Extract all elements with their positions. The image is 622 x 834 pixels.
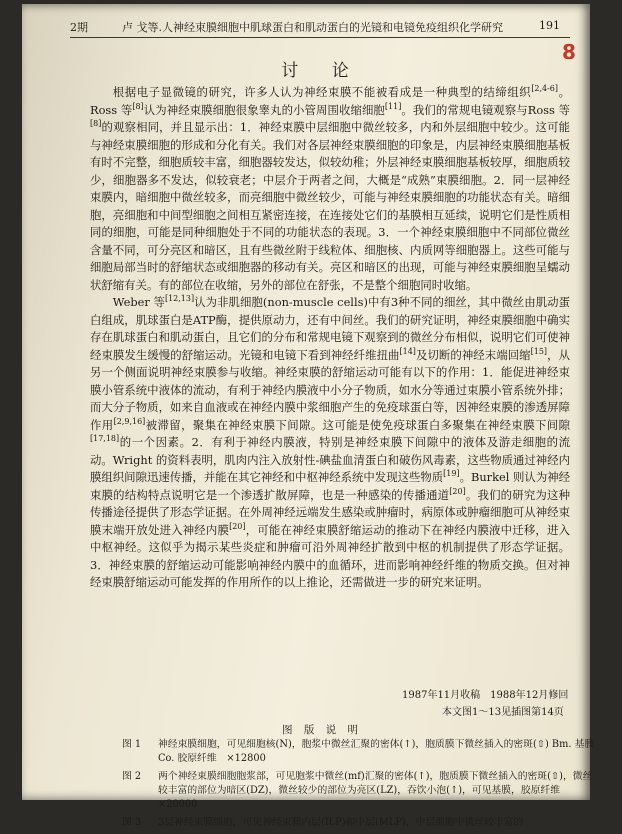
- journal-page: [22, 4, 605, 828]
- legend-item: [122, 816, 602, 830]
- text-run: 认为神经束膜细胞很象睾丸的小管周围收缩细胞: [143, 102, 385, 117]
- legend-item: [122, 770, 602, 812]
- legend-title: 图 版 说 明: [281, 724, 362, 736]
- text-run: ，可能在神经束膜舒缩运动的推动下在神经内膜液中迁移，进入中枢神经。这似乎为揭示某些炎症和肿瘤可沿外周神经扩散到中枢的机制提供了形态学证据。3．神经束膜的舒缩运动可能影响神经内膜中的血循环，进而影响神经纤维的物质交换。但对神经束膜舒缩运动可能发挥的作用所作的以上推论，还需做进一步的研究来证明。: [90, 522, 570, 589]
- text-run: 。Ross 等: [90, 85, 570, 117]
- legend-label: 图 3: [122, 817, 142, 828]
- text-run: 。Burkel 则认为神经束膜的结构特点说明它是一个渗透扩散屏障，也是一种感染的传播通道: [90, 470, 570, 502]
- citation: [2,9,16]: [113, 416, 146, 426]
- text-run: ，从另一个侧面说明神经束膜参与收缩。神经束膜的舒缩运动可能有以下的作用：1．能促进神经束膜小管系统中液体的流动，有利于神经内膜液中小分子物质，如水分等通过束膜小管系统外排；而大分子物质，如来自血液或在神经内膜中浆细胞产生的免疫球蛋白等，因神经束膜的渗透屏障作用: [90, 347, 570, 432]
- citation: [20]: [229, 521, 246, 531]
- text-run: 的观察相同，并且显示出：1．神经束膜中层细胞中微丝较多，内和外层细胞中较少。这可能与神经束膜细胞的形成和分化有关。我们对各层神经束膜细胞的印象是，内层神经束膜细胞基板有时不完整，细胞质较丰富，细胞器较发达，似较幼稚；外层神经束膜细胞基板较厚，细胞质较少，细胞器多不发达，似较衰老；中层介于两者之间，大概是“成熟”束膜细胞。2．同一层神经束膜内，暗细胞中微丝较多，而亮细胞中微丝较少，可能与神经束膜细胞的功能状态有关。暗细胞，亮细胞和中间型细胞之间相互紧密连接，在连接处它们的基膜相互延续，说明它们是性质相同的细胞，可能是同种细胞处于不同的功能状态的表现。3．一个神经束膜细胞中不同部位微丝含量不同，可分亮区和暗区，且有些微丝附于线粒体、细胞核、内质网等细胞器上。这些可能与细胞局部当时的舒缩状态或细胞器的移动有关。亮区和暗区的出现，可能与神经束膜细胞呈蠕动状舒缩有关。有的部位在收缩，另外的部位在舒张，不是整个细胞同时收缩。: [90, 120, 570, 292]
- citation: [14]: [399, 346, 416, 356]
- paragraph-2: [90, 294, 570, 592]
- text-run: 的一个因素。2．有利于神经内膜液，特别是神经束膜下间隙中的液体及游走细胞的流动。Wright 的资料表明，肌肉内注入放射性-碘盐血清蛋白和破伤风毒素，这些物质通过神经内膜组织间隙迅速传播，并能在其它神经和中枢神经系统中发现这些物质: [90, 435, 570, 484]
- text-run: 认为非肌细胞(non-muscle cells)中有3种不同的细丝，其中微丝由肌动蛋白组成，肌球蛋白是ATP酶，提供原动力，还有中间丝。我们的研究证明，神经束膜细胞中确实存在肌球蛋白和肌动蛋白，且它们的分布和常规电镜下观察到的微丝分布相似，说明它们可使神经束膜发生缓慢的舒缩运动。光镜和电镜下看到神经纤维扭曲: [90, 295, 570, 362]
- citation: [17,18]: [90, 434, 120, 444]
- citation: [11]: [384, 101, 402, 111]
- text-run: Weber 等: [112, 295, 165, 309]
- legend-label: 图 1: [122, 739, 142, 750]
- text-run: 被滞留，聚集在神经束膜下间隙。这可能是使免疫球蛋白多聚集在神经束膜下间隙: [145, 417, 570, 432]
- citation: [19]: [443, 469, 460, 479]
- citation: [8]: [90, 119, 102, 129]
- text-run: 。我们的研究为这种传播途径提供了形态学证据。在外周神经远端发生感染或肿瘤时，病原体或肿瘤细胞可从神经束膜末端开放处进入神经内膜: [90, 487, 570, 537]
- legend-text: 神经束膜细胞，可见细胞核(N)，胞浆中微丝汇聚的密体(↑)，胞质膜下微丝插入的密斑(⇧) Bm. 基膜 Co. 胶原纤维 ×12800: [158, 739, 605, 764]
- header-rule: [70, 37, 570, 38]
- citation: [8]: [132, 101, 144, 111]
- discussion-body: [90, 84, 570, 592]
- text-run: 。我们的常规电镜观察与Ross 等: [401, 102, 570, 117]
- running-header: [70, 16, 570, 38]
- legend-text: 两个神经束膜细胞胞浆部，可见胞浆中微丝(mf)汇聚的密体(↑)，胞质膜下微丝插入的密斑(⇧)，微丝较丰富的部位为暗区(DZ)，微丝较少的部位为亮区(LZ)，吞饮小泡(↑)，可见基膜，胶原纤维 ×20000: [158, 771, 593, 810]
- citation: [12,13]: [164, 294, 195, 304]
- figure-reference: 本文图1～13见插图第14页: [442, 707, 564, 718]
- citation: [15]: [530, 346, 548, 356]
- issue-label: 2期: [70, 21, 88, 34]
- citation: [2,4-6]: [531, 84, 559, 94]
- received-date: 1987年11月收稿 1988年12月修回: [402, 690, 569, 701]
- paragraph-1: [90, 84, 570, 294]
- figure-legend: [122, 738, 605, 834]
- legend-item: [122, 738, 605, 766]
- handwritten-mark: 8: [562, 40, 576, 64]
- text-run: 根据电子显微镜的研究，许多人认为神经束膜不能被看成是一种典型的结缔组织: [112, 85, 532, 99]
- legend-label: 图 2: [122, 771, 142, 782]
- citation: [20]: [449, 486, 466, 496]
- legend-text: 3层神经束膜细胞，可见神经束膜内层(ILP)和中层(MLP)，中层细胞中微丝较丰富的: [158, 817, 524, 828]
- section-title: 讨 论: [281, 61, 363, 81]
- text-run: 及切断的神经末端回缩: [415, 347, 531, 362]
- page-number: 191: [539, 19, 560, 32]
- running-title: 卢 戈等.人神经束膜细胞中肌球蛋白和肌动蛋白的光镜和电镜免疫组织化学研究: [122, 21, 503, 34]
